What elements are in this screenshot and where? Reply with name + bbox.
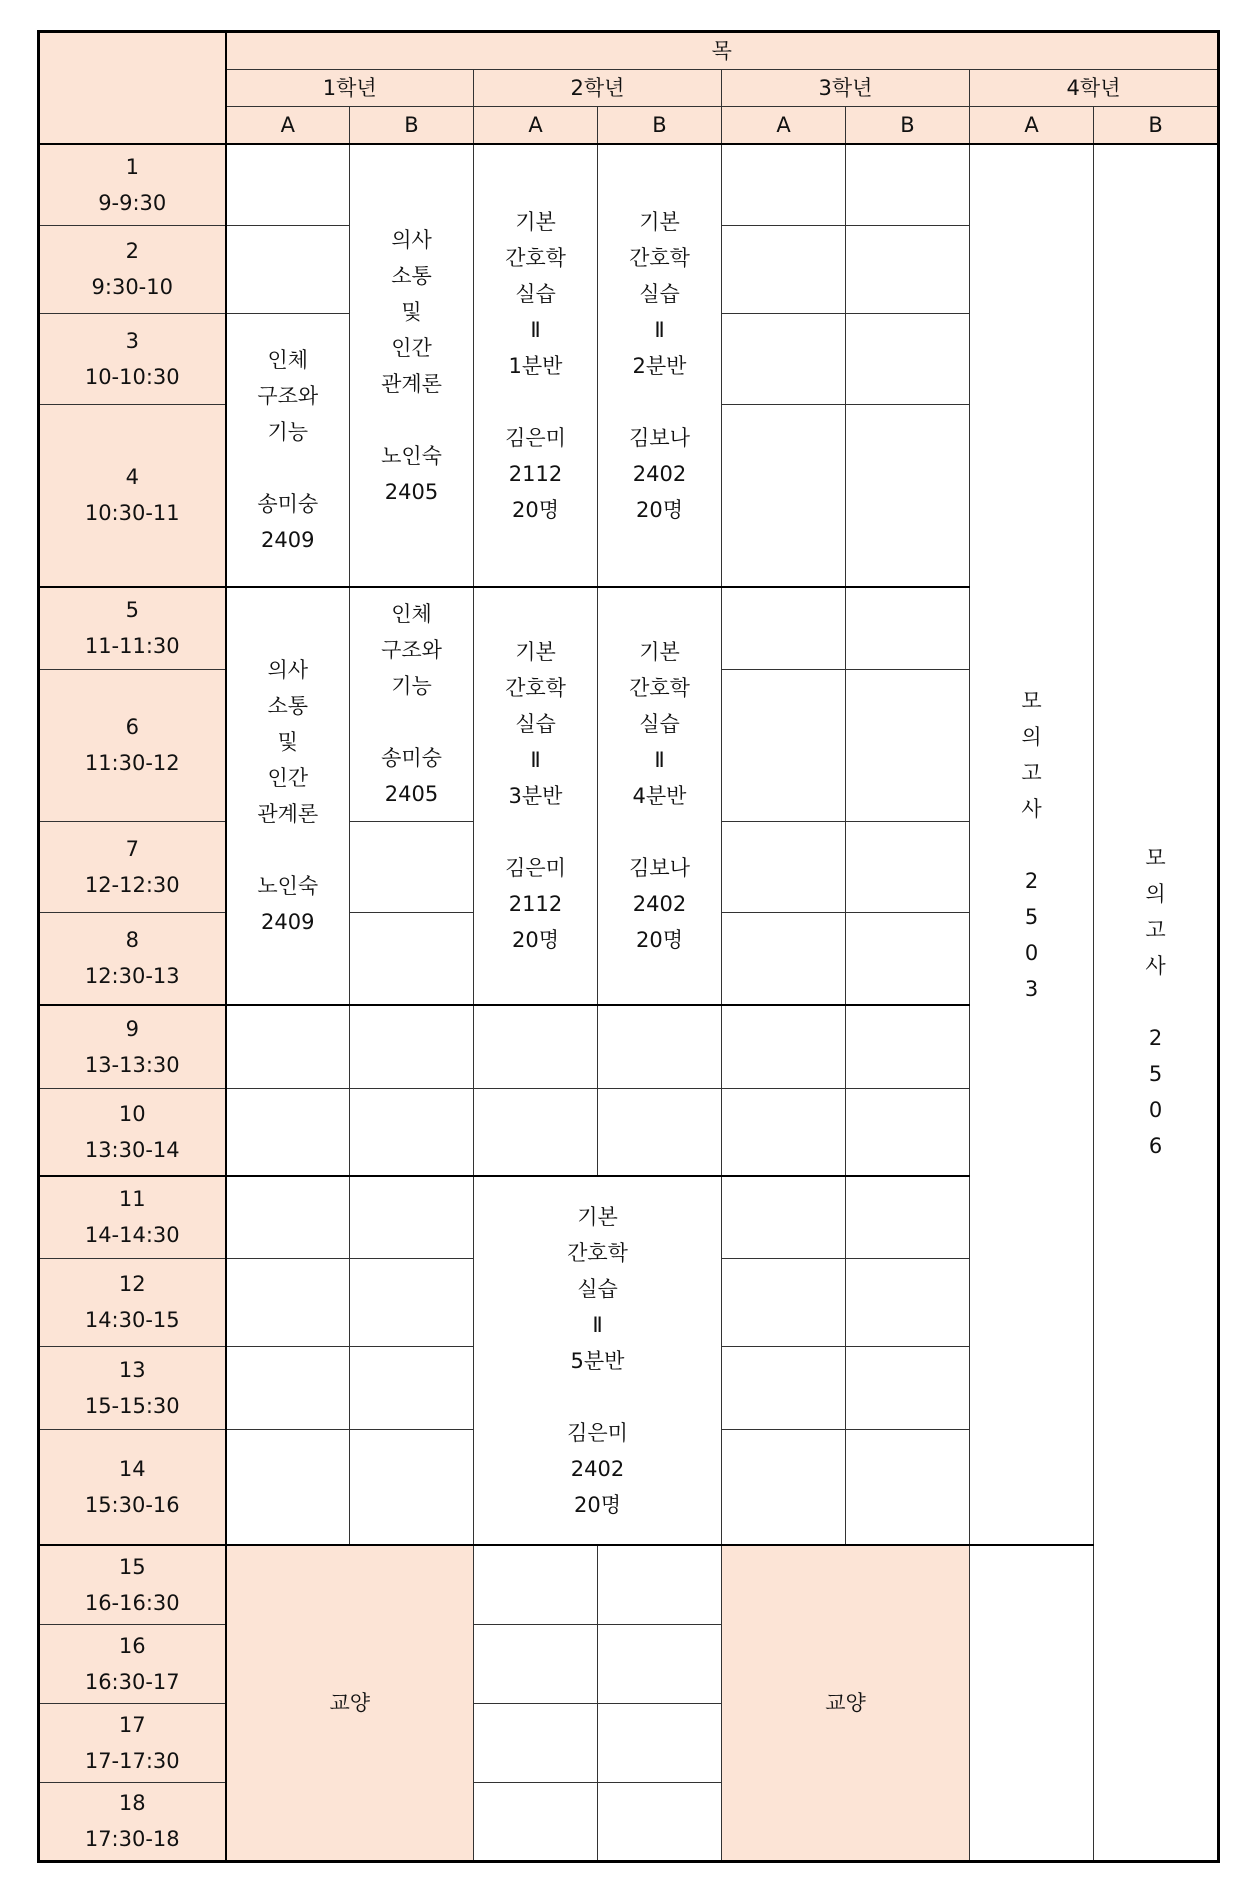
grade-header: 2학년 — [474, 70, 722, 107]
empty-cell — [350, 1176, 474, 1258]
empty-cell — [474, 1545, 598, 1624]
empty-cell — [846, 1005, 970, 1088]
empty-cell — [474, 1005, 598, 1088]
empty-cell — [474, 1703, 598, 1782]
empty-cell — [846, 1346, 970, 1429]
empty-cell — [598, 1005, 722, 1088]
period-cell: 15 16-16:30 — [39, 1545, 226, 1624]
period-cell: 1 9-9:30 — [39, 144, 226, 225]
section-header: A — [226, 107, 350, 145]
course-cell-g1b-comm: 의사 소통 및 인간 관계론 노인숙 2405 — [350, 144, 474, 587]
course-cell-g4b-mock: 모 의 고 사 2 5 0 6 — [1094, 144, 1219, 1861]
grade-header: 3학년 — [722, 70, 970, 107]
period-cell: 11 14-14:30 — [39, 1176, 226, 1258]
empty-cell — [350, 1346, 474, 1429]
empty-cell — [722, 144, 846, 225]
empty-cell — [226, 1346, 350, 1429]
empty-cell — [226, 225, 350, 313]
section-header: B — [350, 107, 474, 145]
empty-cell — [722, 1176, 846, 1258]
empty-cell — [846, 404, 970, 587]
empty-cell — [350, 1258, 474, 1346]
empty-cell — [846, 1429, 970, 1545]
empty-cell — [722, 912, 846, 1005]
empty-cell — [350, 912, 474, 1005]
grade-header: 1학년 — [226, 70, 474, 107]
course-cell-g2a-nursing3: 기본 간호학 실습 Ⅱ 3분반 김은미 2112 20명 — [474, 587, 598, 1005]
empty-cell — [846, 821, 970, 912]
empty-cell — [598, 1782, 722, 1861]
period-cell: 13 15-15:30 — [39, 1346, 226, 1429]
empty-cell — [350, 821, 474, 912]
empty-cell — [846, 1176, 970, 1258]
section-header: B — [598, 107, 722, 145]
empty-cell — [226, 1429, 350, 1545]
empty-cell — [226, 144, 350, 225]
empty-cell — [722, 1088, 846, 1176]
empty-cell — [846, 225, 970, 313]
empty-cell — [350, 1088, 474, 1176]
empty-cell — [846, 144, 970, 225]
empty-cell — [598, 1703, 722, 1782]
course-cell-g1-liberal: 교양 — [226, 1545, 474, 1861]
empty-cell — [846, 912, 970, 1005]
day-header: 목 — [226, 32, 1219, 70]
period-cell: 18 17:30-18 — [39, 1782, 226, 1861]
course-cell-g1b-anatomy: 인체 구조와 기능 송미숭 2405 — [350, 587, 474, 821]
empty-cell — [474, 1782, 598, 1861]
empty-cell — [598, 1088, 722, 1176]
timetable — [37, 30, 1220, 1863]
empty-cell — [226, 1258, 350, 1346]
corner-cell — [39, 32, 226, 145]
empty-cell — [722, 1429, 846, 1545]
course-cell-g4a-mock: 모 의 고 사 2 5 0 3 — [970, 144, 1094, 1545]
period-cell: 5 11-11:30 — [39, 587, 226, 669]
empty-cell — [474, 1624, 598, 1703]
empty-cell — [350, 1429, 474, 1545]
period-cell: 6 11:30-12 — [39, 669, 226, 821]
period-cell: 14 15:30-16 — [39, 1429, 226, 1545]
period-cell: 9 13-13:30 — [39, 1005, 226, 1088]
grade-header: 4학년 — [970, 70, 1219, 107]
section-header: B — [1094, 107, 1219, 145]
empty-cell — [350, 1005, 474, 1088]
period-cell: 4 10:30-11 — [39, 404, 226, 587]
empty-cell — [846, 587, 970, 669]
empty-cell — [722, 821, 846, 912]
section-header: B — [846, 107, 970, 145]
empty-cell — [722, 1258, 846, 1346]
empty-cell — [722, 587, 846, 669]
period-cell: 12 14:30-15 — [39, 1258, 226, 1346]
course-cell-g2b-nursing4: 기본 간호학 실습 Ⅱ 4분반 김보나 2402 20명 — [598, 587, 722, 1005]
course-cell-g3-liberal: 교양 — [722, 1545, 970, 1861]
empty-cell — [474, 1088, 598, 1176]
empty-cell — [846, 669, 970, 821]
section-header: A — [474, 107, 598, 145]
course-cell-g1a-anatomy: 인체 구조와 기능 송미숭 2409 — [226, 313, 350, 587]
period-cell: 7 12-12:30 — [39, 821, 226, 912]
empty-cell — [226, 1176, 350, 1258]
course-cell-g1a-comm: 의사 소통 및 인간 관계론 노인숙 2409 — [226, 587, 350, 1005]
period-cell: 8 12:30-13 — [39, 912, 226, 1005]
period-cell: 16 16:30-17 — [39, 1624, 226, 1703]
empty-cell — [846, 313, 970, 404]
course-cell-g2a-nursing1: 기본 간호학 실습 Ⅱ 1분반 김은미 2112 20명 — [474, 144, 598, 587]
course-cell-g2-nursing5: 기본 간호학 실습 Ⅱ 5분반 김은미 2402 20명 — [474, 1176, 722, 1545]
period-cell: 17 17-17:30 — [39, 1703, 226, 1782]
empty-cell — [722, 669, 846, 821]
empty-cell — [226, 1005, 350, 1088]
period-cell: 10 13:30-14 — [39, 1088, 226, 1176]
section-header: A — [722, 107, 846, 145]
period-cell: 3 10-10:30 — [39, 313, 226, 404]
empty-cell — [722, 1346, 846, 1429]
empty-cell — [598, 1624, 722, 1703]
empty-cell — [598, 1545, 722, 1624]
course-cell-g2b-nursing2: 기본 간호학 실습 Ⅱ 2분반 김보나 2402 20명 — [598, 144, 722, 587]
section-header: A — [970, 107, 1094, 145]
period-cell: 2 9:30-10 — [39, 225, 226, 313]
empty-cell — [226, 1088, 350, 1176]
empty-cell — [722, 225, 846, 313]
empty-cell — [722, 1005, 846, 1088]
empty-cell — [970, 1545, 1094, 1861]
empty-cell — [846, 1258, 970, 1346]
empty-cell — [846, 1088, 970, 1176]
empty-cell — [722, 313, 846, 404]
empty-cell — [722, 404, 846, 587]
